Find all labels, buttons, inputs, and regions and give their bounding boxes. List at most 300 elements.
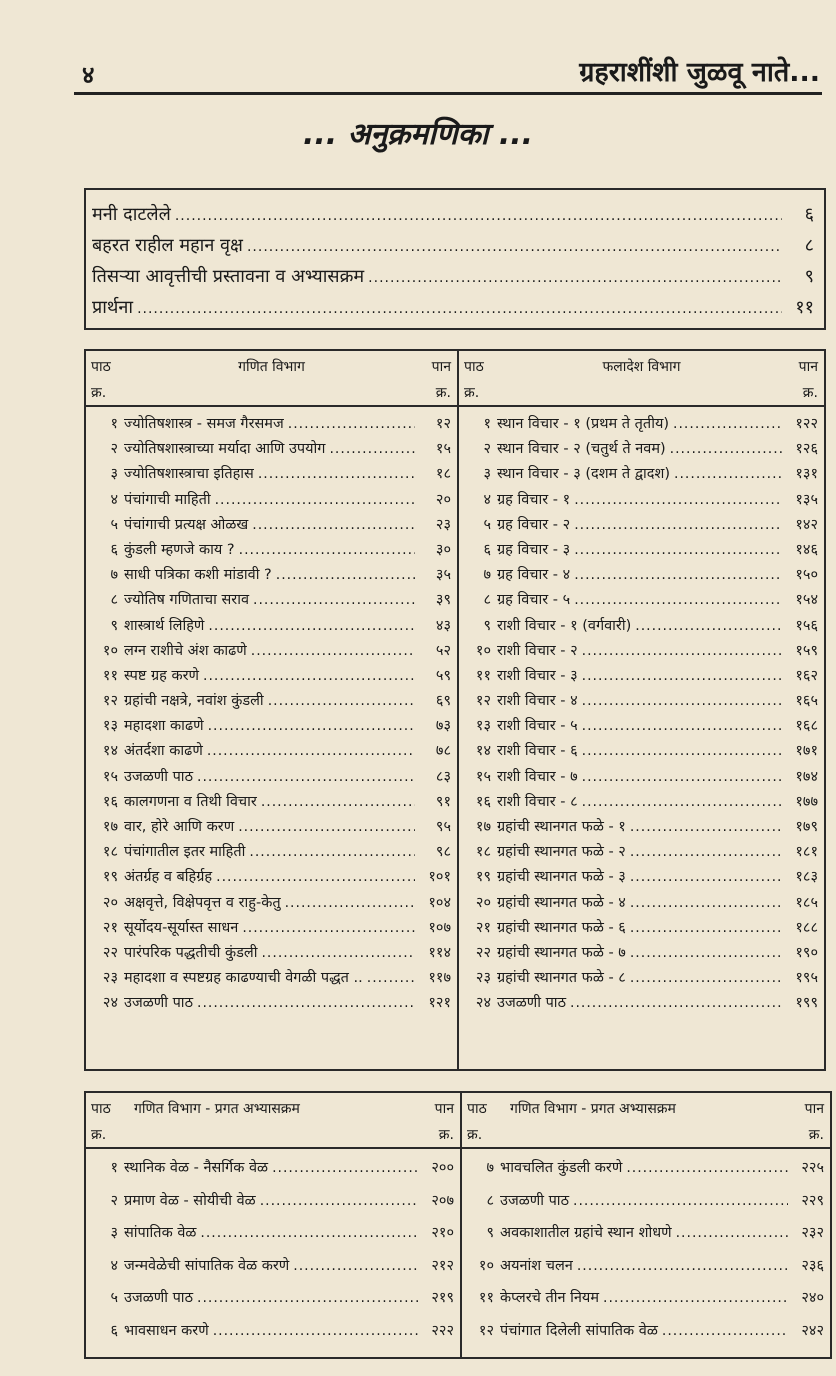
page-label: पान [434,1101,454,1117]
lesson-page: १२ [435,416,451,432]
lesson-number: २० [102,894,118,911]
lesson-row [463,539,818,564]
lesson-title: राशी विचार - ७ [497,768,578,785]
dot-leader [197,995,415,1011]
lesson-row [90,917,451,942]
dot-leader [215,492,415,508]
lesson-title: ज्योतिषशास्त्राच्या मर्यादा आणि उपयोग [124,441,326,458]
page-number-label: क्र. [808,1127,824,1143]
lesson-label: पाठ [91,1101,111,1117]
lesson-title: भावचलित कुंडली करणे [500,1160,623,1176]
dot-leader [674,466,782,482]
lesson-row [90,766,451,791]
lesson-title: महादशा काढणे [124,718,204,735]
lesson-title: अयनांश चलन [500,1257,573,1274]
lesson-title: राशी विचार - ४ [497,693,578,710]
page-number-label: क्र. [438,1127,454,1143]
lesson-row [90,1157,454,1190]
lesson-number-label: क्र. [91,1127,107,1143]
lesson-title: पंचांगात दिलेली सांपातिक वेळ [500,1322,658,1339]
lesson-row [90,690,451,715]
lesson-page: ७३ [435,718,451,735]
lesson-number: ११ [102,667,118,684]
lesson-row [463,438,818,463]
front-matter-row [92,264,814,295]
lesson-page: ११७ [428,970,451,987]
pragat-list-right [462,1149,830,1352]
lesson-number: १० [475,642,491,659]
lesson-row [463,967,818,992]
lesson-row [463,413,818,438]
dot-leader [272,1160,418,1176]
lesson-number: २१ [102,919,118,936]
dot-leader [367,970,415,986]
lesson-title: ज्योतिष गणिताचा सराव [124,592,250,609]
lesson-page: १९९ [795,995,818,1012]
lesson-row [90,1320,454,1353]
lesson-page: १२२ [795,416,818,432]
dot-leader [261,945,415,961]
dot-leader [137,301,782,317]
lesson-title: उजळणी पाठ [124,995,193,1012]
lesson-row [90,841,451,866]
dot-leader [260,1193,418,1209]
advanced-contents-box [84,1091,832,1359]
lesson-row [90,992,451,1017]
lesson-title: पंचांगाची प्रत्यक्ष ओळख [124,516,249,533]
lesson-page: १०४ [428,894,451,911]
lesson-page: ९५ [435,819,451,835]
lesson-row [90,967,451,992]
entry-page: ८ [804,235,814,256]
dot-leader [213,1323,418,1339]
lesson-number-label: क्र. [91,385,107,401]
dot-leader [582,743,782,759]
dot-leader [238,819,415,835]
lesson-number-label: क्र. [467,1127,483,1143]
lesson-page: २०० [431,1160,454,1176]
lesson-page: २२५ [801,1160,824,1176]
lesson-row [90,564,451,589]
dot-leader [582,643,782,659]
page-number-label: क्र. [802,385,818,401]
lesson-title: उजळणी पाठ [124,768,193,785]
lesson-page: १८८ [795,919,818,936]
lesson-title: अंतर्दशा काढणे [124,743,203,760]
dot-leader [582,794,782,810]
lesson-title: स्पष्ट ग्रह करणे [124,667,199,684]
dot-leader [662,1323,788,1339]
lesson-title: राशी विचार - ३ [497,667,578,684]
lesson-row [463,766,818,791]
lesson-title: ग्रहांची स्थानगत फळे - १ [497,819,626,835]
lesson-title: ग्रहांची स्थानगत फळे - ७ [497,944,626,961]
lesson-title: ज्योतिषशास्त्राचा इतिहास [124,466,254,483]
dot-leader [216,869,415,885]
lesson-page: १७४ [795,768,818,785]
lesson-page: ९८ [435,844,451,861]
lesson-number: १२ [478,1322,494,1339]
lesson-title: राशी विचार - १ (वर्गवारी) [497,617,632,634]
lesson-page: ६९ [435,693,451,710]
lesson-number: ११ [475,667,491,684]
lesson-row [90,816,451,841]
lesson-row [466,1320,824,1353]
dot-leader [630,869,782,885]
phaladesh-vibhag-list [459,407,824,1018]
front-matter-row [92,295,814,326]
lesson-number: ६ [110,1322,118,1339]
lesson-row [466,1190,824,1223]
lesson-number: १५ [102,768,118,785]
lesson-number: १९ [475,869,491,886]
lesson-title: उजळणी पाठ [124,1290,193,1306]
lesson-title: राशी विचार - ६ [497,743,578,760]
lesson-row [90,438,451,463]
lesson-row [463,690,818,715]
lesson-page: १७९ [795,819,818,835]
lesson-number: १५ [475,768,491,785]
lesson-number: ५ [110,516,118,533]
lesson-number: ४ [110,1257,118,1274]
lesson-page: २१२ [431,1257,454,1274]
ganit-vibhag-list [86,407,457,1018]
section-title: फलादेश विभाग [602,359,681,375]
lesson-number: ९ [486,1225,494,1241]
section-title: गणित विभाग - प्रगत अभ्यासक्रम [134,1101,300,1117]
lesson-row [90,615,451,640]
lesson-title: लग्न राशीचे अंश काढणे [124,642,247,659]
lesson-page: १०१ [428,869,451,886]
lesson-title: ग्रहांची स्थानगत फळे - २ [497,844,626,861]
lesson-title: भावसाधन करणे [124,1322,209,1339]
lesson-page: २३ [435,516,451,533]
lesson-page: ११४ [428,944,451,961]
dot-leader [200,1225,418,1241]
lesson-title: राशी विचार - २ [497,642,578,659]
lesson-page: २३६ [801,1257,824,1274]
page-number-label: क्र. [435,385,451,401]
lesson-page: २२९ [801,1192,824,1209]
lesson-row [90,791,451,816]
lesson-row [466,1222,824,1255]
lesson-title: स्थान विचार - २ (चतुर्थ ते नवम) [497,441,666,458]
lesson-page: ९१ [435,793,451,810]
dot-leader [251,643,415,659]
lesson-number: १७ [102,819,118,835]
lesson-number: १० [102,642,118,659]
lesson-row [463,489,818,514]
lesson-number: १ [110,1160,118,1176]
dot-leader [293,1258,418,1274]
lesson-row [463,942,818,967]
lesson-row [463,640,818,665]
dot-leader [268,693,415,709]
dot-leader [574,492,782,508]
lesson-number: ९ [483,617,491,634]
dot-leader [175,208,782,224]
lesson-row [90,1255,454,1288]
entry-title: बहरत राहील महान वृक्ष [92,235,243,256]
lesson-number: १२ [475,693,491,710]
lesson-page: २४० [801,1290,824,1306]
lesson-page: २०७ [431,1192,454,1209]
lesson-title: पंचांगातील इतर माहिती [124,844,246,861]
lesson-number: १ [483,416,491,432]
lesson-label: पाठ [467,1101,487,1117]
lesson-row [463,589,818,614]
lesson-row [463,866,818,891]
lesson-number: ९ [110,617,118,634]
lesson-number: १८ [102,844,118,861]
dot-leader [574,567,782,583]
dot-leader [203,668,415,684]
lesson-number: ३ [110,466,118,483]
lesson-number: ८ [483,592,491,609]
dot-leader [207,743,415,759]
column-header [462,1093,830,1149]
lesson-page: ५९ [435,667,451,684]
lesson-row [463,917,818,942]
dot-leader [582,769,782,785]
page-label: पान [804,1101,824,1117]
lesson-number: २२ [475,944,491,961]
lesson-page: १८५ [795,894,818,911]
lesson-number: १९ [102,869,118,886]
lesson-page: २० [435,491,451,508]
lesson-number: २४ [102,995,118,1012]
lesson-title: कुंडली म्हणजे काय ? [124,541,235,558]
lesson-page: १८३ [795,869,818,886]
dot-leader [288,416,415,432]
entry-title: मनी दाटलेले [92,204,171,225]
dot-leader [630,920,782,936]
lesson-page: १२१ [428,995,451,1012]
dot-leader [247,239,782,255]
dot-leader [630,945,782,961]
lesson-row [466,1287,824,1320]
lesson-title: राशी विचार - ५ [497,718,578,735]
lesson-number: ८ [486,1192,494,1209]
lesson-title: स्थान विचार - १ (प्रथम ते तृतीय) [497,416,670,432]
lesson-number: १० [478,1257,494,1274]
dot-leader [197,769,415,785]
dot-leader [242,920,415,936]
lesson-title: साधी पत्रिका कशी मांडावी ? [124,567,272,584]
dot-leader [329,441,415,457]
lesson-number: ११ [478,1290,494,1306]
lesson-title: ग्रहांची स्थानगत फळे - ६ [497,919,626,936]
lesson-title: केप्लरचे तीन नियम [500,1290,600,1306]
dot-leader [635,618,782,634]
entry-page: ९ [804,266,814,287]
lesson-row [463,514,818,539]
lesson-number: १३ [475,718,491,735]
lesson-number: १४ [475,743,491,760]
lesson-title: वार, होरे आणि करण [124,819,235,835]
lesson-title: ग्रह विचार - २ [497,516,571,533]
lesson-number: १३ [102,718,118,735]
dot-leader [253,592,415,608]
lesson-title: ग्रहांची स्थानगत फळे - ४ [497,894,626,911]
lesson-label: पाठ [91,359,111,375]
header-rule [74,92,822,95]
lesson-page: ५२ [435,642,451,659]
lesson-title: अंतर्ग्रह व बहिर्ग्रह [124,869,213,886]
lesson-page: ८३ [435,768,451,785]
lesson-title: ज्योतिषशास्त्र - समज गैरसमज [124,416,284,432]
lesson-title: ग्रह विचार - ४ [497,567,571,584]
lesson-page: १६५ [795,693,818,710]
lesson-title: उजळणी पाठ [500,1192,569,1209]
front-matter-box [84,188,826,330]
lesson-row [463,791,818,816]
dot-leader [573,1193,788,1209]
lesson-row [90,514,451,539]
lesson-label: पाठ [464,359,484,375]
dot-leader [582,693,782,709]
dot-leader [261,794,415,810]
dot-leader [368,270,782,286]
lesson-page: १९५ [795,970,818,987]
lesson-row [90,1222,454,1255]
lesson-page: १९० [795,944,818,961]
lesson-number: २ [483,441,491,458]
book-title: ग्रहराशींशी जुळवू नाते... [579,57,820,88]
lesson-title: महादशा व स्पष्टग्रह काढण्याची वेगळी पद्धत .. [124,970,363,987]
lesson-row [90,740,451,765]
lesson-number: २ [110,441,118,458]
page-label: पान [798,359,818,375]
lesson-title: ग्रहांची स्थानगत फळे - ३ [497,869,626,886]
column-header [459,351,824,407]
lesson-page: १८१ [795,844,818,861]
dot-leader [285,895,415,911]
lesson-row [466,1255,824,1288]
lesson-row [90,489,451,514]
lesson-row [463,740,818,765]
lesson-row [463,463,818,488]
lesson-title: अवकाशातील ग्रहांचे स्थान शोधणे [500,1225,672,1241]
lesson-page: ४३ [435,617,451,634]
pragat-column-right [462,1093,830,1357]
dot-leader [570,995,782,1011]
lesson-page: १४२ [795,516,818,533]
lesson-page: १६२ [795,667,818,684]
lesson-title: पारंपरिक पद्धतीची कुंडली [124,944,258,961]
lesson-number: १७ [475,819,491,835]
front-matter-row [92,233,814,264]
lesson-row [466,1157,824,1190]
dot-leader [630,895,782,911]
lesson-number: १ [110,416,118,432]
lesson-page: १०७ [428,919,451,936]
lesson-row [90,640,451,665]
dot-leader [582,668,782,684]
pragat-list-left [86,1149,460,1352]
lesson-number: २२ [102,944,118,961]
page-label: पान [431,359,451,375]
lesson-number: २३ [102,970,118,987]
lesson-page: ३० [435,541,451,558]
lesson-row [463,841,818,866]
dot-leader [582,718,782,734]
lesson-title: ग्रह विचार - ३ [497,541,571,558]
lesson-page: २४२ [801,1322,824,1339]
toc-title: ... अनुक्रमणिका ... [302,117,534,152]
dot-leader [252,517,415,533]
section-title: गणित विभाग - प्रगत अभ्यासक्रम [510,1101,676,1117]
lesson-page: १५६ [795,617,818,634]
dot-leader [676,1225,788,1241]
lesson-page: १८ [435,466,451,483]
dot-leader [673,416,782,432]
dot-leader [577,1258,788,1274]
dot-leader [208,618,415,634]
lesson-row [90,1287,454,1320]
front-matter-list [92,202,814,326]
lesson-row [90,539,451,564]
dot-leader [630,970,782,986]
lesson-title: ग्रह विचार - ५ [497,592,571,609]
lesson-number: २ [110,1192,118,1209]
lesson-page: ३९ [435,592,451,609]
lesson-number: ८ [110,592,118,609]
lesson-page: १७७ [795,793,818,810]
lesson-number: १८ [475,844,491,861]
lesson-row [463,816,818,841]
lesson-number: ७ [486,1160,494,1176]
lesson-number: ६ [483,541,491,558]
lesson-number: १६ [475,793,491,810]
dot-leader [249,844,415,860]
entry-page: ६ [804,204,814,225]
phaladesh-vibhag-column [459,351,824,1069]
lesson-number: २० [475,894,491,911]
lesson-page: २१० [431,1225,454,1241]
lesson-page: २३२ [801,1225,824,1241]
lesson-row [90,715,451,740]
page-number: ४ [82,61,95,89]
lesson-row [463,615,818,640]
lesson-row [90,942,451,967]
dot-leader [630,819,782,835]
entry-title: प्रार्थना [92,297,134,318]
dot-leader [603,1290,788,1306]
lesson-number: १६ [102,793,118,810]
lesson-title: राशी विचार - ८ [497,793,578,810]
dot-leader [630,844,782,860]
main-contents-box [84,349,826,1071]
lesson-title: सूर्योदय-सूर्यास्त साधन [124,919,239,936]
lesson-row [463,892,818,917]
lesson-number: १४ [102,743,118,760]
lesson-row [90,1190,454,1223]
lesson-number: ६ [110,541,118,558]
lesson-number: ४ [483,491,491,508]
lesson-row [463,992,818,1017]
lesson-page: १३५ [795,491,818,508]
lesson-title: अक्षवृत्ते, विक्षेपवृत्त व राहु-केतु [124,894,281,911]
lesson-row [463,564,818,589]
lesson-page: १५९ [795,642,818,659]
lesson-number: २१ [475,919,491,936]
lesson-row [90,892,451,917]
lesson-title: प्रमाण वेळ - सोयीची वेळ [124,1192,256,1209]
dot-leader [239,542,415,558]
dot-leader [208,718,415,734]
lesson-number: ३ [483,466,491,483]
